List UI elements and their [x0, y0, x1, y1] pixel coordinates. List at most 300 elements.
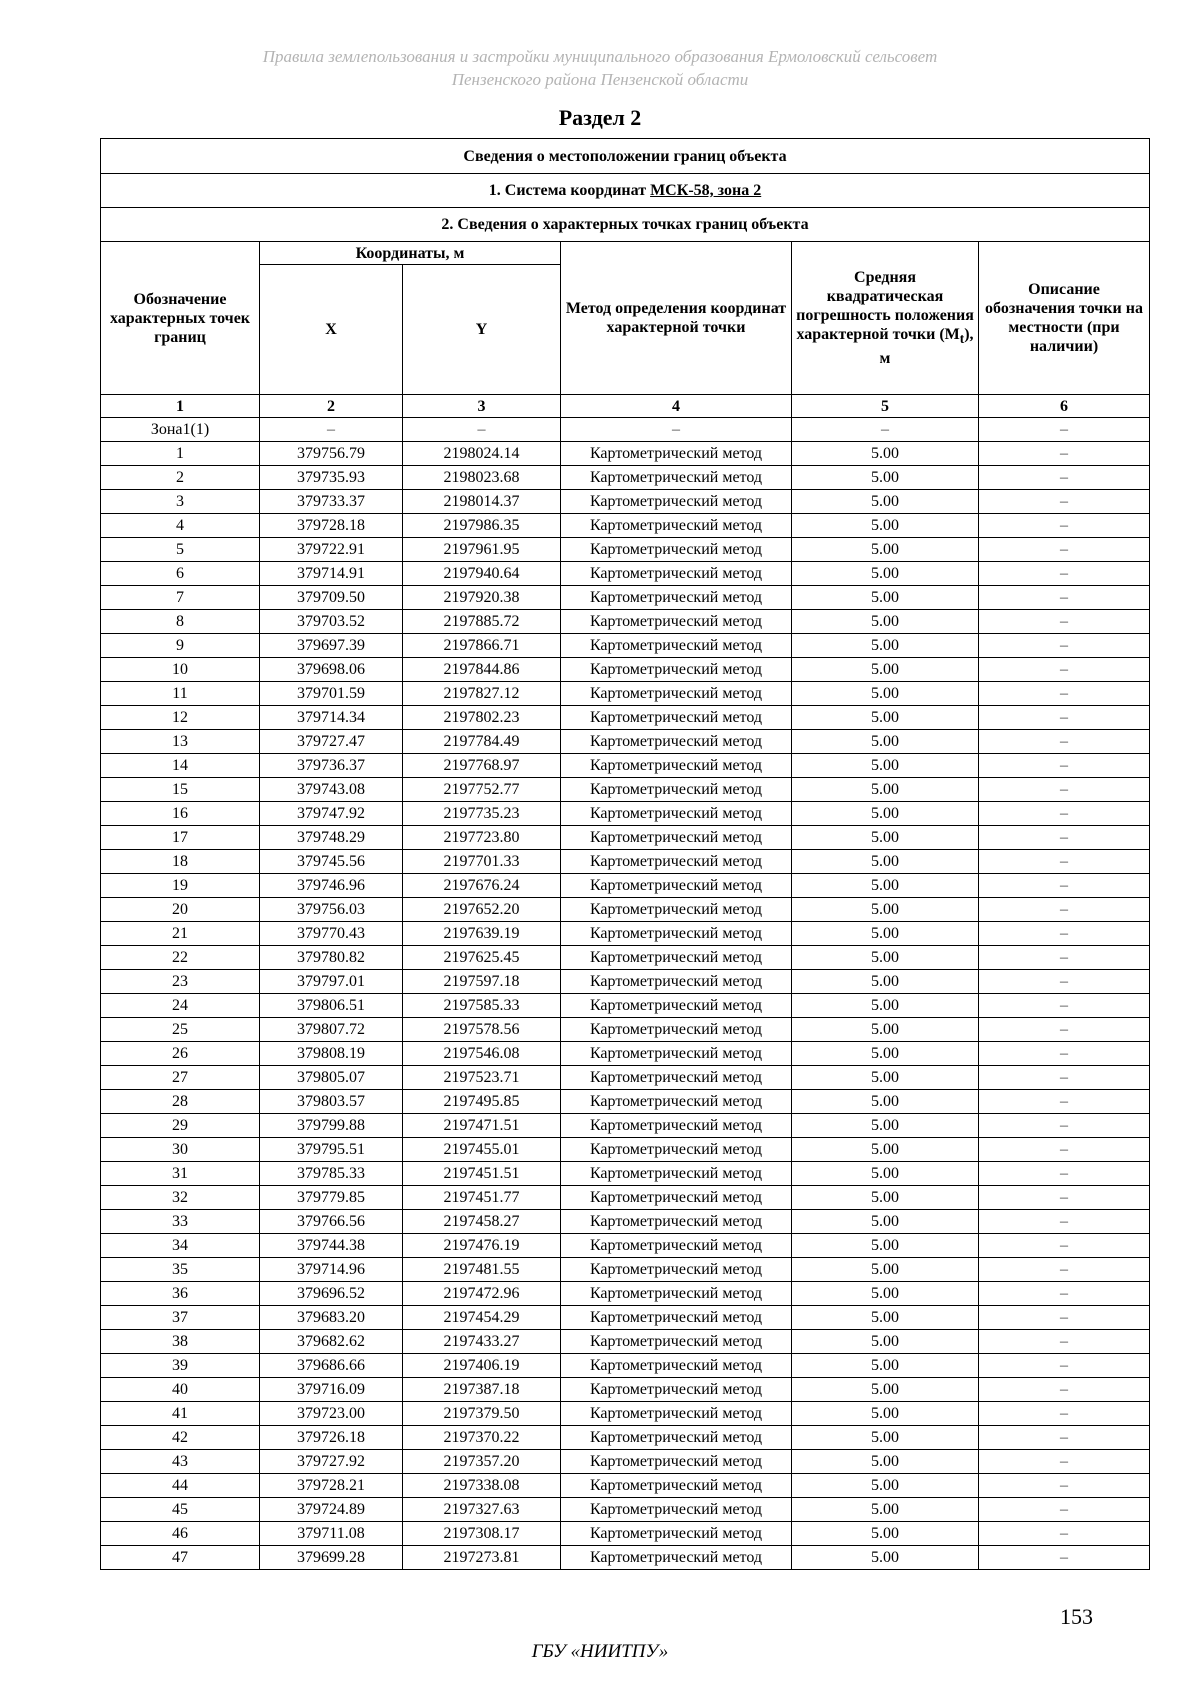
error-cell: 5.00	[792, 1474, 979, 1498]
point-number-cell: 33	[101, 1210, 260, 1234]
y-coordinate-cell: 2197920.38	[403, 586, 561, 610]
description-cell: –	[979, 874, 1150, 898]
points-section-label: 2. Сведения о характерных точках границ объекта	[101, 208, 1150, 242]
y-coordinate-cell: 2197379.50	[403, 1402, 561, 1426]
point-number-cell: 25	[101, 1018, 260, 1042]
description-cell: –	[979, 562, 1150, 586]
table-row	[101, 922, 1150, 946]
column-number: 4	[561, 395, 792, 418]
x-coordinate-cell: 379698.06	[260, 658, 403, 682]
x-coordinate-cell: 379722.91	[260, 538, 403, 562]
point-number-cell: 15	[101, 778, 260, 802]
point-number-cell: 3	[101, 490, 260, 514]
table-row	[101, 1210, 1150, 1234]
error-cell: 5.00	[792, 730, 979, 754]
error-cell: 5.00	[792, 826, 979, 850]
description-cell: –	[979, 1258, 1150, 1282]
point-number-cell: 24	[101, 994, 260, 1018]
table-row	[101, 970, 1150, 994]
description-cell: –	[979, 754, 1150, 778]
point-number-cell: 41	[101, 1402, 260, 1426]
point-number-cell: 22	[101, 946, 260, 970]
point-number-cell: 7	[101, 586, 260, 610]
error-cell: 5.00	[792, 1258, 979, 1282]
description-cell: –	[979, 1522, 1150, 1546]
y-coordinate-cell: 2197406.19	[403, 1354, 561, 1378]
error-cell: 5.00	[792, 610, 979, 634]
error-cell: 5.00	[792, 802, 979, 826]
point-number-cell: 17	[101, 826, 260, 850]
method-cell: Картометрический метод	[561, 1210, 792, 1234]
y-coordinate-cell: 2197986.35	[403, 514, 561, 538]
error-cell: 5.00	[792, 874, 979, 898]
method-cell: Картометрический метод	[561, 1450, 792, 1474]
x-coordinate-cell: 379744.38	[260, 1234, 403, 1258]
x-coordinate-cell: 379805.07	[260, 1066, 403, 1090]
method-cell: Картометрический метод	[561, 1498, 792, 1522]
description-cell: –	[979, 1066, 1150, 1090]
header-method: Метод определения координат характерной точки	[561, 242, 792, 395]
y-coordinate-cell: 2197451.77	[403, 1186, 561, 1210]
error-cell: 5.00	[792, 1402, 979, 1426]
y-coordinate-cell: 2198023.68	[403, 466, 561, 490]
point-number-cell: 16	[101, 802, 260, 826]
description-cell: –	[979, 1474, 1150, 1498]
method-cell: Картометрический метод	[561, 922, 792, 946]
running-header-line-1: Правила землепользования и застройки муниципального образования Ермоловский сельсовет	[262, 47, 938, 66]
table-row	[101, 1114, 1150, 1138]
point-number-cell: 35	[101, 1258, 260, 1282]
table-row	[101, 706, 1150, 730]
method-cell: Картометрический метод	[561, 802, 792, 826]
point-number-cell: 10	[101, 658, 260, 682]
method-cell: Картометрический метод	[561, 946, 792, 970]
x-coordinate-cell: 379714.91	[260, 562, 403, 586]
table-row	[101, 1546, 1150, 1570]
point-number-cell: 9	[101, 634, 260, 658]
description-cell: –	[979, 970, 1150, 994]
y-coordinate-cell: 2197308.17	[403, 1522, 561, 1546]
description-cell: –	[979, 1042, 1150, 1066]
description-cell: –	[979, 1450, 1150, 1474]
table-row	[101, 802, 1150, 826]
x-coordinate-cell: 379807.72	[260, 1018, 403, 1042]
x-coordinate-cell: 379756.03	[260, 898, 403, 922]
method-cell: Картометрический метод	[561, 514, 792, 538]
y-coordinate-cell: 2197802.23	[403, 706, 561, 730]
y-coordinate-cell: 2197273.81	[403, 1546, 561, 1570]
error-cell: 5.00	[792, 1354, 979, 1378]
y-coordinate-cell: 2197433.27	[403, 1330, 561, 1354]
table-row	[101, 490, 1150, 514]
x-coordinate-cell: 379686.66	[260, 1354, 403, 1378]
x-coordinate-cell: 379727.92	[260, 1450, 403, 1474]
point-number-cell: 27	[101, 1066, 260, 1090]
description-cell: –	[979, 1402, 1150, 1426]
error-cell: 5.00	[792, 946, 979, 970]
section-title: Раздел 2	[558, 105, 642, 130]
description-cell: –	[979, 802, 1150, 826]
description-cell: –	[979, 1234, 1150, 1258]
description-cell: –	[979, 658, 1150, 682]
table-row	[101, 898, 1150, 922]
y-coordinate-cell: 2197327.63	[403, 1498, 561, 1522]
method-cell: Картометрический метод	[561, 1234, 792, 1258]
table-row	[101, 1522, 1150, 1546]
point-number-cell: 14	[101, 754, 260, 778]
x-coordinate-cell: 379699.28	[260, 1546, 403, 1570]
method-cell: Картометрический метод	[561, 1330, 792, 1354]
method-cell: Картометрический метод	[561, 1306, 792, 1330]
x-coordinate-cell: 379803.57	[260, 1090, 403, 1114]
table-row	[101, 658, 1150, 682]
y-coordinate-cell: 2197597.18	[403, 970, 561, 994]
table-row	[101, 994, 1150, 1018]
y-coordinate-cell: 2197546.08	[403, 1042, 561, 1066]
error-cell: 5.00	[792, 898, 979, 922]
x-coordinate-cell: 379682.62	[260, 1330, 403, 1354]
x-coordinate-cell: 379728.18	[260, 514, 403, 538]
point-number-cell: 29	[101, 1114, 260, 1138]
description-cell: –	[979, 922, 1150, 946]
method-cell: Картометрический метод	[561, 1282, 792, 1306]
x-coordinate-cell: 379723.00	[260, 1402, 403, 1426]
y-coordinate-cell: 2197454.29	[403, 1306, 561, 1330]
zone-row	[101, 418, 1150, 442]
table-row	[101, 1234, 1150, 1258]
error-cell: 5.00	[792, 922, 979, 946]
header-designation: Обозначение характерных точек границ	[101, 242, 260, 395]
description-cell: –	[979, 1090, 1150, 1114]
method-cell: Картометрический метод	[561, 1162, 792, 1186]
x-coordinate-cell: 379747.92	[260, 802, 403, 826]
error-cell: 5.00	[792, 538, 979, 562]
error-cell: 5.00	[792, 850, 979, 874]
x-coordinate-cell: 379716.09	[260, 1378, 403, 1402]
method-cell: Картометрический метод	[561, 970, 792, 994]
method-cell: Картометрический метод	[561, 682, 792, 706]
header-description: Описание обозначения точки на местности (при наличии)	[979, 242, 1150, 395]
method-cell: Картометрический метод	[561, 490, 792, 514]
point-number-cell: 23	[101, 970, 260, 994]
description-cell: –	[979, 994, 1150, 1018]
table-row	[101, 538, 1150, 562]
x-coordinate-cell: 379703.52	[260, 610, 403, 634]
method-cell: Картометрический метод	[561, 562, 792, 586]
table-row	[101, 1450, 1150, 1474]
header-y: Y	[403, 265, 561, 395]
y-coordinate-cell: 2198014.37	[403, 490, 561, 514]
y-coordinate-cell: 2197578.56	[403, 1018, 561, 1042]
error-cell: 5.00	[792, 1210, 979, 1234]
table-row	[101, 1066, 1150, 1090]
method-cell: Картометрический метод	[561, 754, 792, 778]
method-cell: Картометрический метод	[561, 730, 792, 754]
error-cell: 5.00	[792, 1498, 979, 1522]
error-cell: 5.00	[792, 1090, 979, 1114]
point-number-cell: 42	[101, 1426, 260, 1450]
header-coordinates: Координаты, м	[260, 242, 561, 265]
method-cell: Картометрический метод	[561, 994, 792, 1018]
y-coordinate-cell: 2197585.33	[403, 994, 561, 1018]
y-coordinate-cell: 2197458.27	[403, 1210, 561, 1234]
error-cell: 5.00	[792, 994, 979, 1018]
method-cell: Картометрический метод	[561, 442, 792, 466]
error-cell: 5.00	[792, 490, 979, 514]
y-coordinate-cell: 2197451.51	[403, 1162, 561, 1186]
y-coordinate-cell: 2197639.19	[403, 922, 561, 946]
method-cell: Картометрический метод	[561, 1186, 792, 1210]
y-coordinate-cell: 2197387.18	[403, 1378, 561, 1402]
point-number-cell: 5	[101, 538, 260, 562]
x-coordinate-cell: 379746.96	[260, 874, 403, 898]
point-number-cell: 38	[101, 1330, 260, 1354]
table-row	[101, 1378, 1150, 1402]
method-cell: Картометрический метод	[561, 1042, 792, 1066]
y-coordinate-cell: 2197844.86	[403, 658, 561, 682]
description-cell: –	[979, 1330, 1150, 1354]
y-coordinate-cell: 2197676.24	[403, 874, 561, 898]
description-cell: –	[979, 1354, 1150, 1378]
point-number-cell: 40	[101, 1378, 260, 1402]
table-row	[101, 1282, 1150, 1306]
table-row	[101, 1426, 1150, 1450]
y-coordinate-cell: 2197784.49	[403, 730, 561, 754]
running-header-line-2: Пензенского района Пензенской области	[451, 70, 749, 89]
point-number-cell: 18	[101, 850, 260, 874]
header-x: X	[260, 265, 403, 395]
table-row	[101, 1138, 1150, 1162]
zone-cell: Зона1(1)	[101, 418, 260, 442]
x-coordinate-cell: 379728.21	[260, 1474, 403, 1498]
table-row	[101, 850, 1150, 874]
table-row	[101, 1162, 1150, 1186]
zone-cell: –	[979, 418, 1150, 442]
method-cell: Картометрический метод	[561, 898, 792, 922]
method-cell: Картометрический метод	[561, 778, 792, 802]
x-coordinate-cell: 379711.08	[260, 1522, 403, 1546]
error-cell: 5.00	[792, 1546, 979, 1570]
point-number-cell: 4	[101, 514, 260, 538]
x-coordinate-cell: 379696.52	[260, 1282, 403, 1306]
method-cell: Картометрический метод	[561, 1090, 792, 1114]
method-cell: Картометрический метод	[561, 1258, 792, 1282]
column-number: 3	[403, 395, 561, 418]
x-coordinate-cell: 379683.20	[260, 1306, 403, 1330]
x-coordinate-cell: 379724.89	[260, 1498, 403, 1522]
error-cell: 5.00	[792, 1066, 979, 1090]
table-row	[101, 1474, 1150, 1498]
method-cell: Картометрический метод	[561, 874, 792, 898]
y-coordinate-cell: 2197827.12	[403, 682, 561, 706]
method-cell: Картометрический метод	[561, 1522, 792, 1546]
description-cell: –	[979, 1138, 1150, 1162]
x-coordinate-cell: 379808.19	[260, 1042, 403, 1066]
error-cell: 5.00	[792, 658, 979, 682]
x-coordinate-cell: 379736.37	[260, 754, 403, 778]
description-cell: –	[979, 1162, 1150, 1186]
header-error-unit: ), м	[879, 326, 974, 367]
error-cell: 5.00	[792, 778, 979, 802]
table-row	[101, 946, 1150, 970]
point-number-cell: 32	[101, 1186, 260, 1210]
column-numbers-row	[101, 395, 1150, 418]
zone-cell: –	[792, 418, 979, 442]
error-cell: 5.00	[792, 1186, 979, 1210]
table-row	[101, 1258, 1150, 1282]
coord-system-value: МСК-58, зона 2	[650, 182, 762, 199]
description-cell: –	[979, 514, 1150, 538]
x-coordinate-cell: 379726.18	[260, 1426, 403, 1450]
zone-cell: –	[561, 418, 792, 442]
description-cell: –	[979, 946, 1150, 970]
column-number: 5	[792, 395, 979, 418]
error-cell: 5.00	[792, 754, 979, 778]
y-coordinate-cell: 2197768.97	[403, 754, 561, 778]
y-coordinate-cell: 2197472.96	[403, 1282, 561, 1306]
error-cell: 5.00	[792, 1162, 979, 1186]
error-cell: 5.00	[792, 1018, 979, 1042]
method-cell: Картометрический метод	[561, 1018, 792, 1042]
description-cell: –	[979, 682, 1150, 706]
table-row	[101, 730, 1150, 754]
x-coordinate-cell: 379709.50	[260, 586, 403, 610]
error-cell: 5.00	[792, 586, 979, 610]
y-coordinate-cell: 2197885.72	[403, 610, 561, 634]
table-row	[101, 778, 1150, 802]
error-cell: 5.00	[792, 1282, 979, 1306]
table-row	[101, 1186, 1150, 1210]
x-coordinate-cell: 379780.82	[260, 946, 403, 970]
x-coordinate-cell: 379701.59	[260, 682, 403, 706]
method-cell: Картометрический метод	[561, 1354, 792, 1378]
x-coordinate-cell: 379766.56	[260, 1210, 403, 1234]
point-number-cell: 34	[101, 1234, 260, 1258]
y-coordinate-cell: 2197701.33	[403, 850, 561, 874]
method-cell: Картометрический метод	[561, 586, 792, 610]
description-cell: –	[979, 1498, 1150, 1522]
x-coordinate-cell: 379714.34	[260, 706, 403, 730]
method-cell: Картометрический метод	[561, 610, 792, 634]
table-row	[101, 586, 1150, 610]
x-coordinate-cell: 379756.79	[260, 442, 403, 466]
column-number: 1	[101, 395, 260, 418]
page-number: 153	[1060, 1604, 1093, 1629]
x-coordinate-cell: 379779.85	[260, 1186, 403, 1210]
method-cell: Картометрический метод	[561, 466, 792, 490]
method-cell: Картометрический метод	[561, 1426, 792, 1450]
method-cell: Картометрический метод	[561, 538, 792, 562]
header-error-text: Средняя квадратическая погрешность положения характерной точки (M	[796, 269, 974, 344]
error-cell: 5.00	[792, 1378, 979, 1402]
error-cell: 5.00	[792, 1114, 979, 1138]
y-coordinate-cell: 2197481.55	[403, 1258, 561, 1282]
point-number-cell: 30	[101, 1138, 260, 1162]
x-coordinate-cell: 379714.96	[260, 1258, 403, 1282]
column-number: 2	[260, 395, 403, 418]
method-cell: Картометрический метод	[561, 706, 792, 730]
y-coordinate-cell: 2197476.19	[403, 1234, 561, 1258]
point-number-cell: 21	[101, 922, 260, 946]
point-number-cell: 12	[101, 706, 260, 730]
coord-system-label: 1. Система координат	[488, 182, 651, 199]
point-number-cell: 31	[101, 1162, 260, 1186]
y-coordinate-cell: 2197370.22	[403, 1426, 561, 1450]
point-number-cell: 28	[101, 1090, 260, 1114]
x-coordinate-cell: 379795.51	[260, 1138, 403, 1162]
method-cell: Картометрический метод	[561, 1066, 792, 1090]
description-cell: –	[979, 1282, 1150, 1306]
table-row	[101, 1042, 1150, 1066]
description-cell: –	[979, 466, 1150, 490]
point-number-cell: 20	[101, 898, 260, 922]
table-row	[101, 466, 1150, 490]
error-cell: 5.00	[792, 442, 979, 466]
zone-cell: –	[403, 418, 561, 442]
header-error-subscript: t	[959, 331, 965, 347]
description-cell: –	[979, 706, 1150, 730]
error-cell: 5.00	[792, 1306, 979, 1330]
error-cell: 5.00	[792, 1042, 979, 1066]
y-coordinate-cell: 2197471.51	[403, 1114, 561, 1138]
description-cell: –	[979, 610, 1150, 634]
description-cell: –	[979, 1186, 1150, 1210]
y-coordinate-cell: 2197940.64	[403, 562, 561, 586]
method-cell: Картометрический метод	[561, 1402, 792, 1426]
point-number-cell: 6	[101, 562, 260, 586]
method-cell: Картометрический метод	[561, 1474, 792, 1498]
error-cell: 5.00	[792, 562, 979, 586]
x-coordinate-cell: 379799.88	[260, 1114, 403, 1138]
point-number-cell: 43	[101, 1450, 260, 1474]
description-cell: –	[979, 634, 1150, 658]
error-cell: 5.00	[792, 682, 979, 706]
description-cell: –	[979, 490, 1150, 514]
table-row	[101, 1330, 1150, 1354]
point-number-cell: 8	[101, 610, 260, 634]
header-error	[792, 242, 979, 395]
description-cell: –	[979, 826, 1150, 850]
method-cell: Картометрический метод	[561, 634, 792, 658]
y-coordinate-cell: 2197961.95	[403, 538, 561, 562]
description-cell: –	[979, 1546, 1150, 1570]
description-cell: –	[979, 1426, 1150, 1450]
x-coordinate-cell: 379733.37	[260, 490, 403, 514]
table-title: Сведения о местоположении границ объекта	[101, 139, 1150, 174]
table-row	[101, 1018, 1150, 1042]
description-cell: –	[979, 850, 1150, 874]
error-cell: 5.00	[792, 1138, 979, 1162]
error-cell: 5.00	[792, 706, 979, 730]
description-cell: –	[979, 1018, 1150, 1042]
error-cell: 5.00	[792, 1330, 979, 1354]
table-row	[101, 514, 1150, 538]
boundary-points-table	[100, 138, 1150, 1570]
x-coordinate-cell: 379697.39	[260, 634, 403, 658]
y-coordinate-cell: 2197338.08	[403, 1474, 561, 1498]
description-cell: –	[979, 898, 1150, 922]
column-number: 6	[979, 395, 1150, 418]
error-cell: 5.00	[792, 466, 979, 490]
y-coordinate-cell: 2197652.20	[403, 898, 561, 922]
point-number-cell: 1	[101, 442, 260, 466]
y-coordinate-cell: 2197735.23	[403, 802, 561, 826]
y-coordinate-cell: 2198024.14	[403, 442, 561, 466]
x-coordinate-cell: 379797.01	[260, 970, 403, 994]
description-cell: –	[979, 1114, 1150, 1138]
zone-cell: –	[260, 418, 403, 442]
error-cell: 5.00	[792, 634, 979, 658]
